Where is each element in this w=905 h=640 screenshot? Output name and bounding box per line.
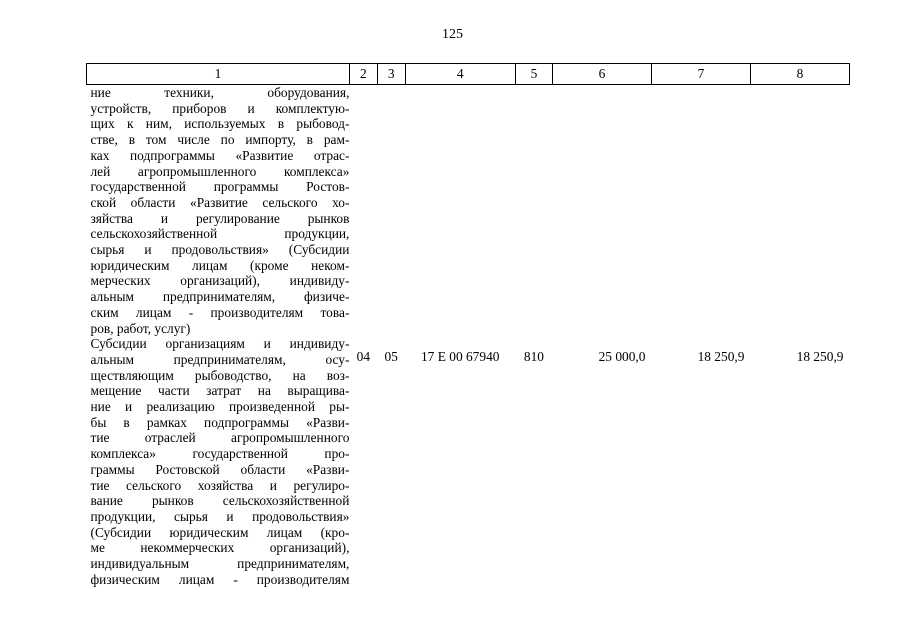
cell-value-8: 18 250,9 (796, 349, 844, 365)
table-row (87, 85, 850, 337)
description-line: ской области «Развитие сельского хо- (90, 194, 350, 210)
column-header-7: 7 (651, 64, 750, 85)
description-line: устройств, приборов и комплектую- (90, 100, 350, 116)
description-line: стве, в том числе по импорту, в рам- (90, 132, 350, 148)
description-line: ках подпрограммы «Развитие отрас- (90, 147, 350, 163)
cell-subsection: 05 (384, 349, 398, 365)
description-line: альным предпринимателям, осу- (90, 351, 350, 367)
header-row (87, 64, 850, 85)
column-header-8: 8 (750, 64, 849, 85)
description-line: ние и реализацию произведенной ры- (90, 399, 350, 415)
description-line: индивидуальным предпринимателям, (90, 556, 350, 572)
cell-target-article (405, 85, 515, 337)
table-row (87, 336, 850, 587)
description-line: мерческих организаций), индивиду- (90, 273, 350, 289)
description-line: сырья и продовольствия» (Субсидии (90, 242, 350, 258)
cell-expense-type: 810 (523, 349, 544, 365)
page-number: 125 (442, 27, 463, 42)
description-line: ние техники, оборудования, (90, 85, 350, 100)
description-line: тие сельского хозяйства и регулиро- (90, 477, 350, 493)
description-line: ме некоммерческих организаций), (90, 540, 350, 556)
description-line: государственной программы Ростов- (90, 179, 350, 195)
description-line: сельскохозяйственной продукции, (90, 226, 350, 242)
cell-value-8 (750, 85, 849, 337)
column-header-3: 3 (377, 64, 405, 85)
cell-value-6 (553, 85, 652, 337)
description-line: ров, работ, услуг) (90, 320, 191, 336)
column-header-6: 6 (553, 64, 652, 85)
description-line: юридическим лицам (кроме неком- (90, 257, 350, 273)
column-header-5: 5 (515, 64, 552, 85)
description-line: комплекса» государственной про- (90, 446, 350, 462)
cell-target-article: 17 Е 00 67940 (420, 349, 500, 365)
column-header-2: 2 (349, 64, 377, 85)
description-line: лей агропромышленного комплекса» (90, 163, 350, 179)
cell-value-7 (651, 85, 750, 337)
column-header-4: 4 (405, 64, 515, 85)
description-line: тие отраслей агропромышленного (90, 430, 350, 446)
description-line: граммы Ростовской области «Разви- (90, 461, 350, 477)
description-line: щих к ним, используемых в рыбовод- (90, 116, 350, 132)
description-line: зяйства и регулирование рынков (90, 210, 350, 226)
cell-section (349, 85, 377, 337)
description-line: ским лицам - производителям това- (90, 304, 350, 320)
description-line: продукции, сырья и продовольствия» (90, 508, 350, 524)
description-line: мещение части затрат на выращива- (90, 383, 350, 399)
description-line: альным предпринимателям, физиче- (90, 289, 350, 305)
description-line: вание рынков сельскохозяйственной (90, 493, 350, 509)
budget-table (86, 63, 850, 588)
description-line: (Субсидии юридическим лицам (кро- (90, 524, 350, 540)
description-line: бы в рамках подпрограммы «Разви- (90, 414, 350, 430)
cell-value-7: 18 250,9 (697, 349, 745, 365)
cell-section: 04 (356, 349, 371, 365)
cell-value-6: 25 000,0 (598, 349, 646, 365)
cell-expense-type (515, 85, 552, 337)
column-header-1: 1 (87, 64, 350, 85)
description-line: Субсидии организациям и индивиду- (90, 336, 350, 352)
row-description (87, 85, 350, 337)
row-description (87, 336, 350, 587)
cell-subsection (377, 85, 405, 337)
description-line: физическим лицам - производителям (90, 571, 350, 587)
description-line: ществляющим рыбоводство, на воз- (90, 367, 350, 383)
